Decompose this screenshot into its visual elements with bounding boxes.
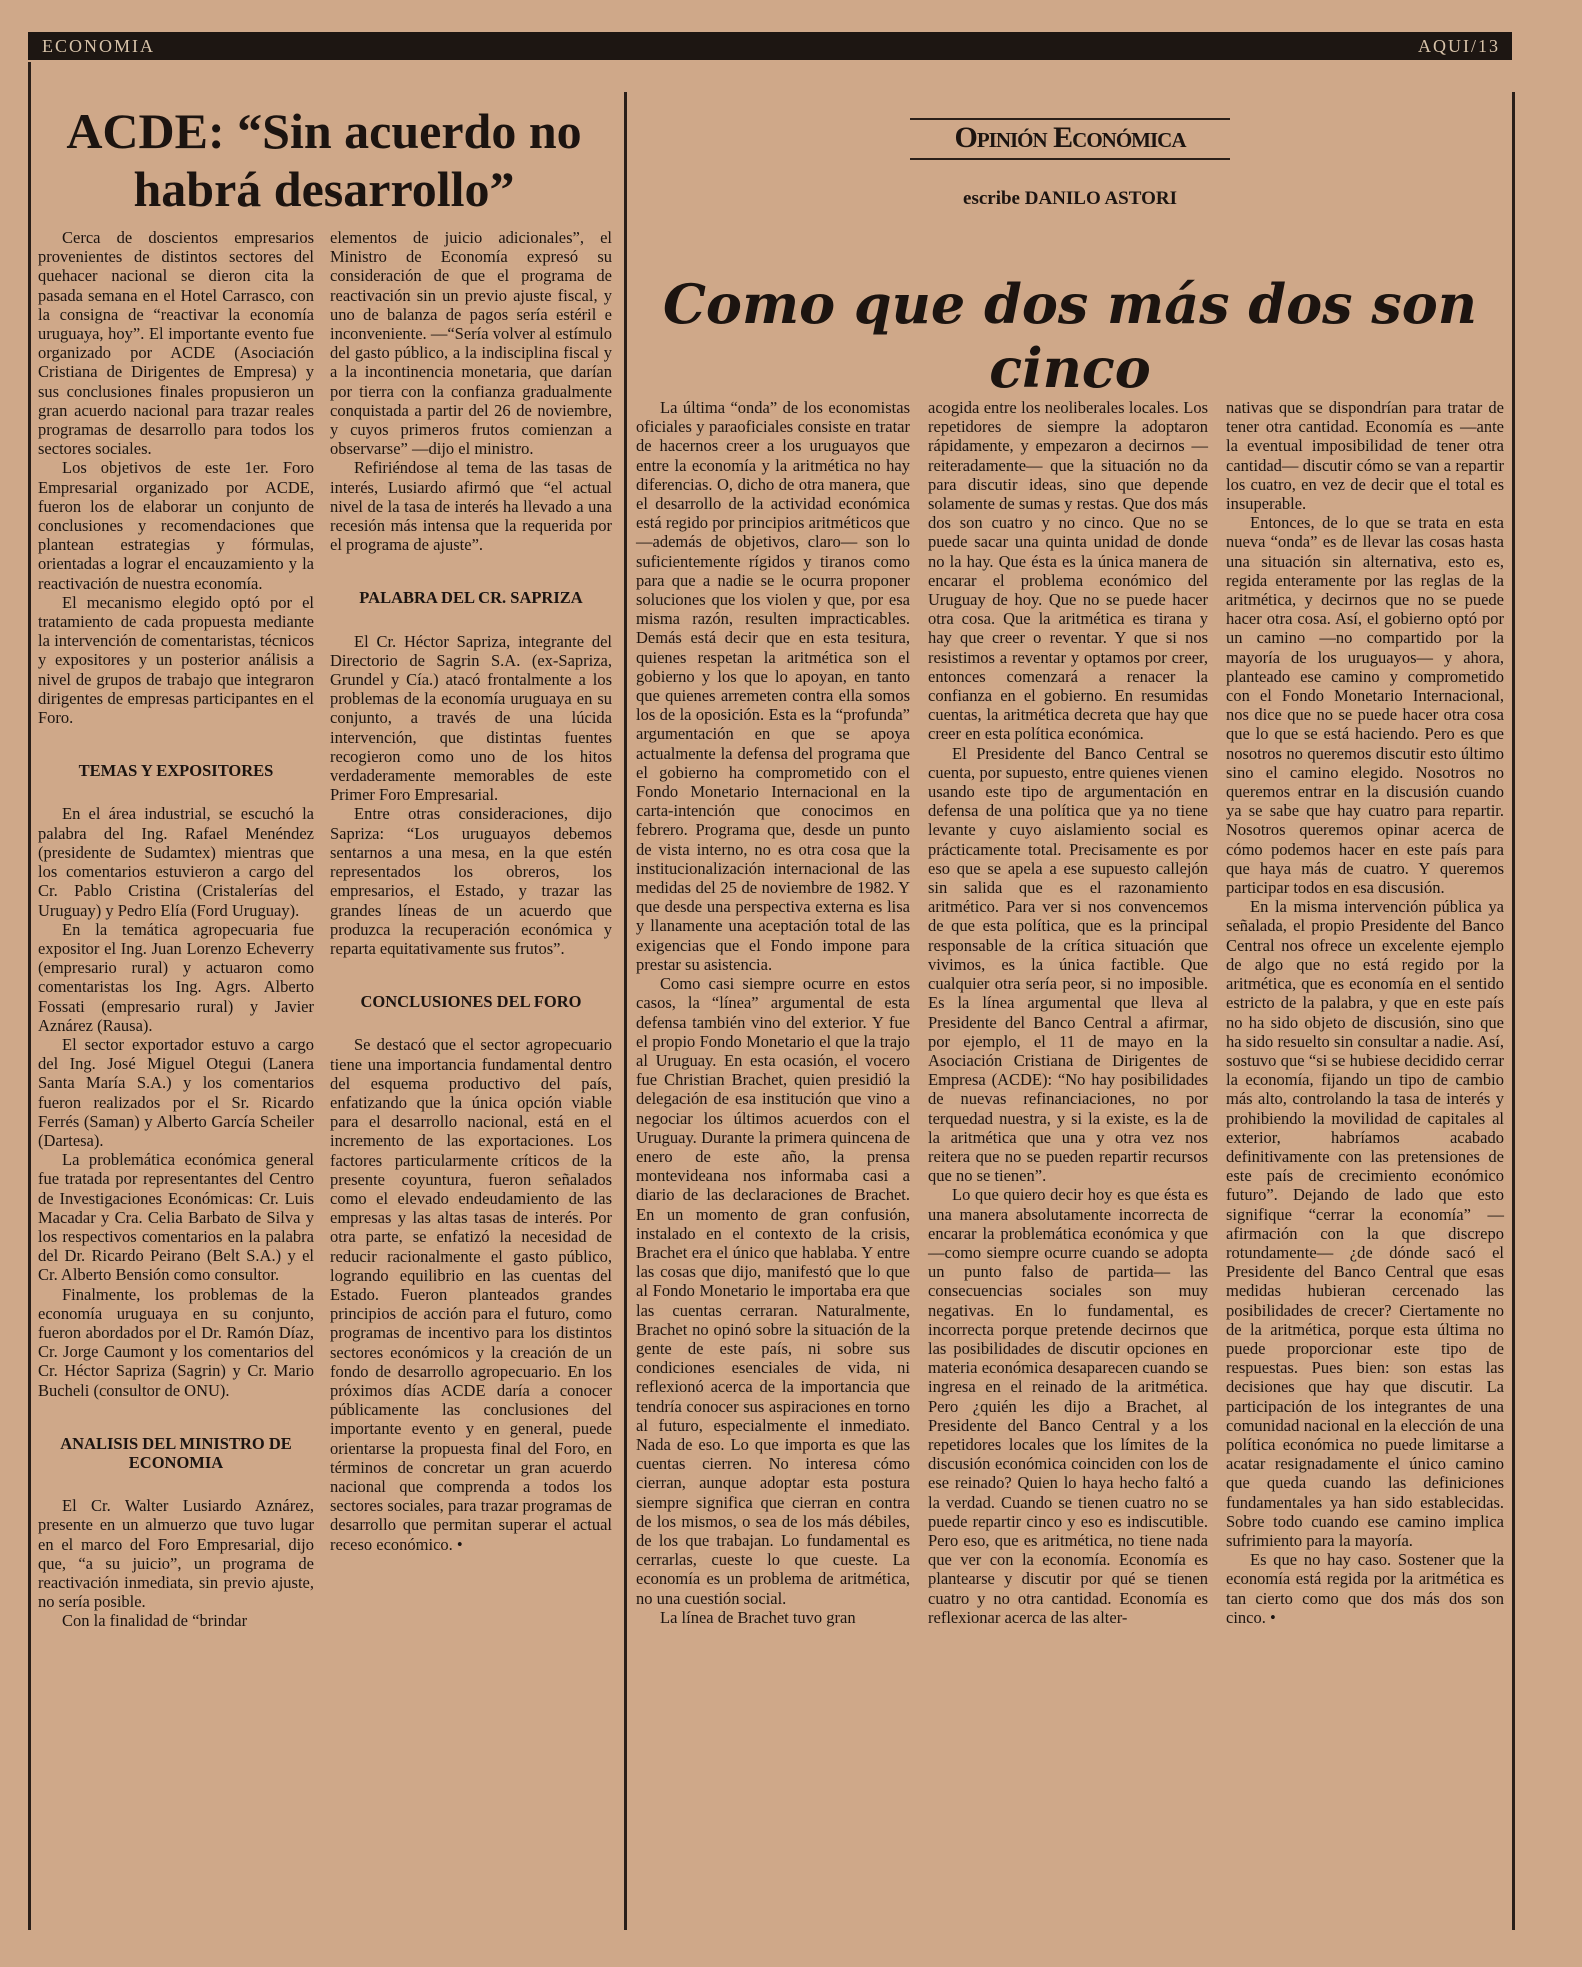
page-number: AQUI/13 — [1418, 36, 1500, 56]
right-article-column-2 — [928, 398, 1208, 1918]
left-border-rule — [28, 62, 31, 1930]
left-article-headline: ACDE: “Sin acuerdo no habrá desarrollo” — [66, 103, 582, 217]
paragraph: acogida entre los neoliberales locales. Los repetidores de siempre la adoptaron rápidamente, y empezaron a decirnos —reiteradamente— que la situación no da para discutir ideas, sino que depende solamente de sumas y restas. Que dos más dos son cuatro y no cinco. Que no se puede sacar una quinta unidad de donde no la hay. Que ésta es la única manera de encarar el problema económico del Uruguay de hoy. Que no se puede hacer otra cosa. Que la aritmética es tirana y hay que creer o reventar. Y que si nos resistimos a reventar y optamos por creer, entonces comenzará a renacer la confianza en el gobierno. En resumidas cuentas, la aritmética decreta que hay que creer en esta política económica. — [928, 398, 1208, 744]
right-border-rule — [1512, 92, 1515, 1930]
opinion-economica-logo: Opinión Económica — [910, 118, 1230, 160]
paragraph: El mecanismo elegido optó por el tratamiento de cada propuesta mediante la intervención de comentaristas, técnicos y expositores y un posterior análisis a nivel de grupos de trabajo que integraron dirigentes de empresas participantes en el Foro. — [38, 592, 314, 728]
right-article-headline: Como que dos más dos son cinco — [662, 272, 1478, 400]
paragraph: Con la finalidad de “brindar — [62, 1611, 248, 1631]
right-article-column-1 — [636, 398, 910, 1918]
paragraph: Se destacó que el sector agropecuario tiene una importancia fundamental dentro del esquema productivo del país, enfatizando que la única opción viable para el desarrollo nacional, está en el incremento de las exportaciones. Los factores particularmente críticos de la presente coyuntura, fueron señalados como el elevado endeudamiento de las empresas y las altas tasas de interés. Por otra parte, se enfatizó la necesidad de reducir racionalmente el gasto público, logrando equilibrio en las cuentas del Estado. Fueron planteados grandes principios de acción para el futuro, como programas de incentivo para los distintos sectores económicos y la creación de un fondo de desarrollo agropecuario. En los próximos días ACDE daría a conocer públicamente las conclusiones del importante evento y en general, puede orientarse la propuesta final del Foro, en términos de concretar un gran acuerdo nacional que comprenda a todos los sectores sociales, para trazar programas de desarrollo que permitan superar el actual receso económico. • — [330, 1035, 612, 1554]
paragraph: El sector exportador estuvo a cargo del Ing. José Miguel Otegui (Lanera Santa María S.A.) y los comentarios fueron realizados por el Sr. Ricardo Ferrés (Saman) y Alberto García Scheiler (Dartesa). — [38, 1034, 314, 1150]
subheading: CONCLUSIONES DEL FORO — [360, 992, 582, 1012]
paragraph: La problemática económica general fue tratada por representantes del Centro de Investigaciones Económicas: Cr. Luis Macadar y Cra. Celia Barbato de Silva y los respectivos comentarios en la palabra del Dr. Ricardo Peirano (Belt S.A.) y el Cr. Alberto Bensión como consultor. — [38, 1150, 314, 1285]
left-article-column-1 — [38, 228, 314, 1918]
subheading: PALABRA DEL CR. SAPRIZA — [359, 588, 583, 608]
paragraph: La línea de Brachet tuvo gran — [660, 1607, 856, 1627]
paragraph: Los objetivos de este 1er. Foro Empresarial organizado por ACDE, fueron los de elaborar un conjunto de conclusiones y recomendaciones que plantean estrategias y fórmulas, orientadas a lograr el encauzamiento y la reactivación de nuestra economía. — [38, 458, 314, 593]
paragraph: Entonces, de lo que se trata en esta nueva “onda” es de llevar las cosas hasta una situación sin alternativa, esto es, regida enteramente por las reglas de la aritmética, y decirnos que no se puede hacer otra cosa. Así, el gobierno optó por un camino —no compartido por la mayoría de los uruguayos— y ahora, planteado ese camino y comprometido con el Fondo Monetario Internacional, nos dice que no se puede hacer otra cosa que lo que se está haciendo. Pero es que nosotros no queremos discutir esto último sino el camino elegido. Nosotros no queremos entrar en la discusión cuando ya se sabe que hay cuatro para repartir. Nosotros queremos opinar acerca de cómo podemos hacer en este país para que haya más de cuatro. Y queremos participar todos en esa discusión. — [1226, 513, 1504, 898]
paragraph: En la misma intervención pública ya señalada, el propio Presidente del Banco Central nos ofrece un excelente ejemplo de algo que no está regido por la aritmética, que es economía en el sentido estricto de la palabra, y que en este país no ha sido objeto de discusión, sino que ha sido resuelto sin consultar a nadie. Así, sostuvo que “si se hubiese decidido cerrar la economía, fijando un tipo de cambio más alto, controlando la tasa de interés y prohibiendo la movilidad de capitales al exterior, habríamos acabado definitivamente con las pretensiones de este país de crecimiento económico futuro”. Dejando de lado que esto signifique “cerrar la economía” —afirmación con la que discrepo rotundamente— ¿de dónde sacó el Presidente del Banco Central que esas medidas hubieran cercenado las posibilidades de crecer? Ciertamente no de la aritmética, porque esta última no puede proporcionar este tipo de respuestas. Pues bien: son estas las decisiones que hay que discutir. La participación de los integrantes de una comunidad nacional en la elección de una política económica no puede limitarse a acatar resignadamente el único camino que queda cuando las definiciones fundamentales ya han sido establecidas. Sobre todo cuando ese camino implica sufrimiento para la mayoría. — [1226, 897, 1504, 1550]
article-byline: escribe DANILO ASTORI — [963, 188, 1177, 209]
paragraph: El Cr. Héctor Sapriza, integrante del Directorio de Sagrin S.A. (ex-Sapriza, Grundel y Cía.) atacó frontalmente a los problemas de la economía uruguaya en su conjunto, a través de una lúcida intervención, que distintas fuentes recogieron como uno de los hitos verdaderamente memorables de este Primer Foro Empresarial. — [330, 631, 612, 805]
paragraph: El Cr. Walter Lusiardo Aznárez, presente en un almuerzo que tuvo lugar en el marco del Foro Empresarial, dijo que, “a su juicio”, un programa de reactivación inmediata, sin previo ajuste, no sería posible. — [38, 1496, 314, 1612]
center-divider-rule — [624, 92, 627, 1930]
paragraph: En la temática agropecuaria fue expositor el Ing. Juan Lorenzo Echeverry (empresario rural) y actuaron como comentaristas los Ing. Agrs. Alberto Fossati (empresario rural) y Javier Aznárez (Rausa). — [38, 919, 314, 1035]
paragraph: El Presidente del Banco Central se cuenta, por supuesto, entre quienes vienen usando este tipo de argumentación en defensa de una política que ya no tiene levante y cuyo aislamiento social es prácticamente total. Precisamente es por eso que se apela a ese supuesto callejón sin salida que es el razonamiento aritmético. Para ver si nos convencemos de que esta política, que es la principal responsable de la crítica situación que vivimos, es la única factible. Que cualquier otra sería peor, si no imposible. Es la línea argumental que lleva al Presidente del Banco Central a afirmar, por ejemplo, el 11 de mayo en la Asociación Cristiana de Dirigentes de Empresa (ACDE): “No hay posibilidades de nuevas refinanciaciones, no por terquedad nuestra, y si la existe, es la de la aritmética que una y otra vez nos reitera que no se pueden repartir recursos que no se tienen”. — [928, 743, 1208, 1186]
paragraph: Finalmente, los problemas de la economía uruguaya en su conjunto, fueron abordados por el Dr. Ramón Díaz, Cr. Jorge Caumont y los comentarios del Cr. Héctor Sapriza (Sagrin) y Cr. Mario Bucheli (consultor de ONU). — [38, 1284, 314, 1400]
paragraph: elementos de juicio adicionales”, el Ministro de Economía expresó su consideración de que el programa de reactivación sin un previo ajuste fiscal, y uno de balanza de pagos sería estéril e inconveniente. —“Sería volver al estímulo del gasto público, a la indisciplina fiscal y a la incontinencia monetaria, que darían por tierra con la confianza gradualmente conquistada a partir del 26 de noviembre, y cuyos primeros frutos comienzan a observarse” —dijo el ministro. — [330, 228, 612, 459]
paragraph: nativas que se dispondrían para tratar de tener otra cantidad. Economía es —ante la eventual imposibilidad de tener otra cantidad— discutir cómo se van a repartir los cuatro, en vez de decir que el total es insuperable. — [1226, 398, 1504, 514]
subheading: ANALISIS DEL MINISTRO DE ECONOMIA — [60, 1433, 292, 1472]
paragraph: Entre otras consideraciones, dijo Sapriza: “Los uruguayos debemos sentarnos a una mesa, en la que estén representados los obreros, los empresarios, el Estado, y trazar las grandes líneas de un acuerdo que produzca la recuperación económica y reparta equitativamente sus frutos”. — [330, 804, 612, 958]
paragraph: Es que no hay caso. Sostener que la economía está regida por la aritmética es tan cierto como que dos más dos son cinco. • — [1226, 1550, 1504, 1627]
left-article-column-2 — [330, 228, 612, 1918]
subheading: TEMAS Y EXPOSITORES — [78, 761, 274, 781]
right-article-column-3 — [1226, 398, 1504, 1918]
section-header-bar — [28, 32, 1512, 60]
paragraph: Cerca de doscientos empresarios provenientes de distintos sectores del quehacer nacional se dieron cita la pasada semana en el Hotel Carrasco, con la consigna de “reactivar la economía uruguaya, hoy”. El importante evento fue organizado por ACDE (Asociación Cristiana de Dirigentes de Empresa) y sus conclusiones finales propusieron un gran acuerdo nacional para trazar reales programas de desarrollo para todos los sectores sociales. — [38, 228, 314, 459]
paragraph: La última “onda” de los economistas oficiales y paraoficiales consiste en tratar de hacernos creer a los uruguayos que entre la economía y la aritmética no hay diferencias. O, dicho de otra manera, que el desarrollo de la actividad económica está regido por principios aritméticos que —además de objetivos, claro— son lo suficientemente rígidos y tiranos como para que a nadie se le ocurra proponer soluciones que los violen y que, por esa misma razón, resulten impracticables. Demás está decir que en esta tesitura, quienes respetan la aritmética son el gobierno y los que lo apoyan, en tanto que quienes arremeten contra ella somos los de la oposición. Esta es la “profunda” argumentación en que se apoya actualmente la defensa del programa que el gobierno ha comprometido con el Fondo Monetario Internacional en la carta-intención que conocimos en febrero. Programa que, desde un punto de vista interno, no es otra cosa que la institucionalización internacional de las medidas del 25 de noviembre de 1982. Y que desde una perspectiva externa es lisa y llanamente una aceptación total de las exigencias que el Fondo impone para prestar su asistencia. — [636, 398, 910, 974]
paragraph: Lo que quiero decir hoy es que ésta es una manera absolutamente incorrecta de encarar la problemática económica y que —como siempre ocurre cuando se adopta un punto falso de partida— las consecuencias sociales son muy negativas. En lo fundamental, es incorrecta porque pretende decirnos que las posibilidades de discutir opciones en materia económica desaparecen cuando se ingresa en el reinado de la aritmética. Pero ¿quién les dijo a Brachet, al Presidente del Banco Central y a los repetidores locales que los límites de la discusión económica coinciden con los de ese reinado? Quien lo haya hecho faltó a la verdad. Cuando se tienen cuatro no se puede repartir cinco y eso es indiscutible. Pero eso, que es aritmética, no tiene nada que ver con la economía. Economía es plantearse y discutir por qué se tienen cuatro y no otra cantidad. Economía es reflexionar acerca de las alter- — [928, 1185, 1208, 1627]
paragraph: En el área industrial, se escuchó la palabra del Ing. Rafael Menéndez (presidente de Sudamtex) mientras que los comentarios estuvieron a cargo del Cr. Pablo Cristina (Cristalerías del Uruguay) y Pedro Elía (Ford Uruguay). — [38, 804, 314, 920]
section-name: ECONOMIA — [42, 36, 155, 56]
paragraph: Refiriéndose al tema de las tasas de interés, Lusiardo afirmó que “el actual nivel de la tasa de interés ha llevado a una recesión más intensa que la requerida por el programa de ajuste”. — [330, 458, 612, 555]
paragraph: Como casi siempre ocurre en estos casos, la “línea” argumental de esta defensa también vino del exterior. Y fue el propio Fondo Monetario el que la trajo al Uruguay. En esta ocasión, el vocero fue Christian Brachet, quien presidió la delegación de esa institución que vino a negociar los últimos acuerdos con el Uruguay. Durante la primera quincena de enero de este año, la prensa montevideana nos informaba casi a diario de las declaraciones de Brachet. En un momento de gran confusión, instalado en el contexto de la crisis, Brachet era el único que hablaba. Y entre las cosas que dijo, manifestó que lo que al Fondo Monetario le importaba era que las cuentas cerraran. Naturalmente, Brachet no opinó sobre la situación de la gente de este país, ni sobre sus condiciones esenciales de vida, ni reflexionó acerca de la importancia que tendría conocer sus aspiraciones en torno al futuro, especialmente el inmediato. Nada de eso. Lo que importa es que las cuentas cierren. No interesa cómo cierran, aunque adoptar esta postura siempre significa que cierran en contra de los mismos, o sea de los más débiles, de los que trabajan. Lo fundamental es cerrarlas, cueste lo que cueste. La economía es un problema de aritmética, no una cuestión social. — [636, 974, 910, 1608]
